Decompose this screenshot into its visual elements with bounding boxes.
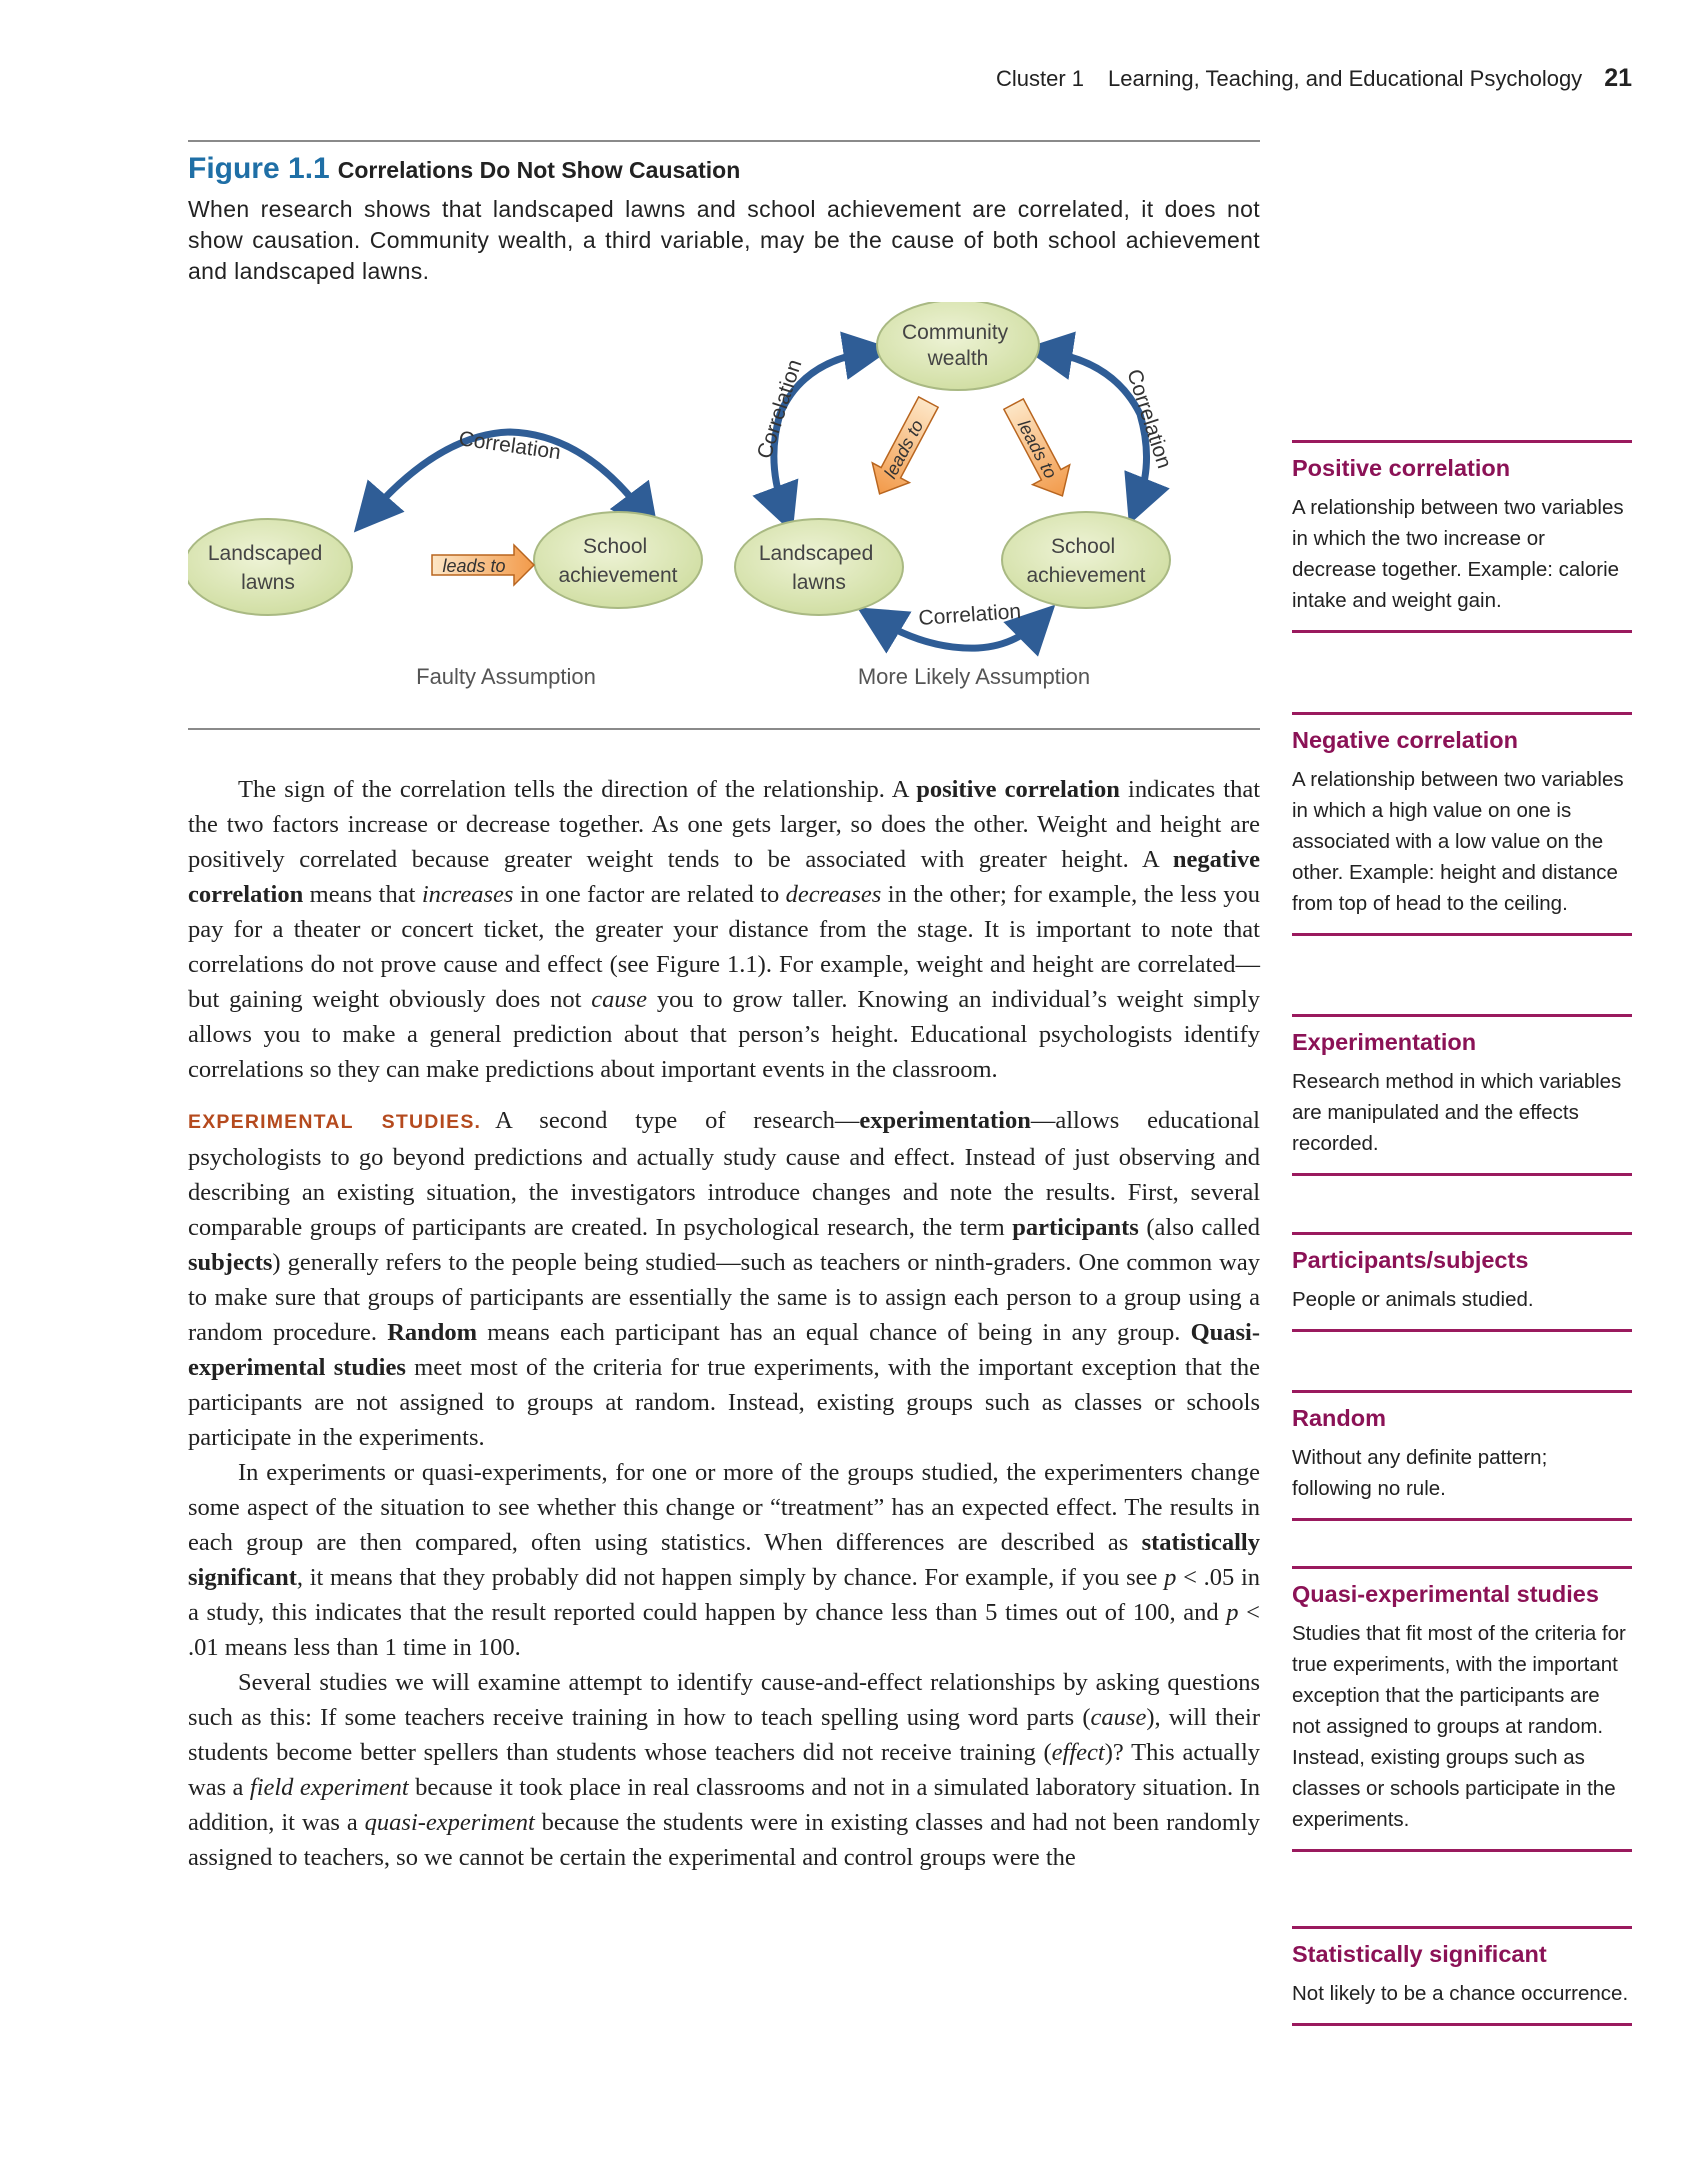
- faulty-assumption-caption: Faulty Assumption: [416, 664, 596, 689]
- text-run: in one factor are related to: [513, 881, 786, 908]
- node-line: School: [582, 535, 648, 558]
- glossary-positive-correlation: [1292, 440, 1632, 633]
- running-head: [996, 64, 1632, 93]
- node-line: wealth: [927, 347, 989, 370]
- text-run: —allows educational psychologists to go beyond predictions and actually study cause and effect. Instead of just observing and describing an existing situation, the investigators introduce changes and note the results. First, several comparable groups of participants are created. In psychological research, the term: [188, 1107, 1260, 1241]
- bold-term: statistically significant: [188, 1529, 1260, 1591]
- text-run: you to grow taller. Knowing an individual’s weight simply allows you to make a general prediction about that person’s height. Educational psychologists identify correlations so they can make predictions about important events in the classroom.: [188, 986, 1260, 1083]
- glossary-term: Quasi-experimental studies: [1292, 1581, 1599, 1607]
- node-line: Landscaped: [758, 542, 874, 565]
- italic-text: field experiment: [249, 1774, 409, 1801]
- glossary-term: Participants/subjects: [1292, 1247, 1529, 1273]
- glossary-participants-subjects: [1292, 1232, 1632, 1332]
- paragraph-experimental-studies: [188, 1103, 1260, 1455]
- glossary-definition: A relationship between two variables in which a high value on one is associated with a low value on the other. Example: height and distance from top of head to the ceiling.: [1292, 768, 1624, 915]
- glossary-random: [1292, 1390, 1632, 1521]
- chapter-title: Learning, Teaching, and Educational Psychology: [1108, 66, 1583, 91]
- bold-term: Random: [387, 1319, 478, 1346]
- glossary-term: Positive correlation: [1292, 455, 1511, 481]
- glossary-definition: A relationship between two variables in which the two increase or decrease together. Example: calorie intake and weight gain.: [1292, 496, 1624, 612]
- node-line: achievement: [558, 564, 678, 587]
- correlation-label-bottom: Correlation: [917, 599, 1022, 630]
- node-line: lawns: [792, 571, 846, 594]
- faulty-assumption-diagram: [188, 427, 702, 689]
- text-run: In experiments or quasi-experiments, for one or more of the groups studied, the experimenters change some aspect of the situation to see whether this change or “treatment” has an expected effect. The results in each group are then compared, often using statistics. When differences are described as: [188, 1459, 1260, 1556]
- page-number: 21: [1604, 64, 1632, 92]
- text-run: meet most of the criteria for true experiments, with the important exception that the participants are not assigned to groups at random. Instead, existing groups such as classes or schools participate in the experiments.: [188, 1354, 1260, 1451]
- figure-title: [188, 152, 740, 186]
- paragraph-experiments: [188, 1455, 1260, 1665]
- glossary-term: Negative correlation: [1292, 727, 1518, 753]
- glossary-definition: Studies that fit most of the criteria for true experiments, with the important exception that the participants are not assigned to groups at random. Instead, existing groups such as classes or schools participate in the experiments.: [1292, 1622, 1626, 1831]
- node-line: Community: [901, 321, 1009, 344]
- text-run: The sign of the correlation tells the direction of the relationship. A: [238, 776, 917, 803]
- text-run: < .05 in a study, this indicates that the result reported could happen by chance less than 5 times out of 100, and: [188, 1564, 1260, 1626]
- text-run: )? This actually was a: [188, 1739, 1260, 1801]
- glossary-negative-correlation: [1292, 712, 1632, 936]
- italic-text: p: [1226, 1599, 1239, 1626]
- text-run: < .01 means less than 1 time in 100.: [188, 1599, 1260, 1661]
- section-heading-inline: EXPERIMENTAL STUDIES.: [188, 1111, 482, 1133]
- body-text: [188, 772, 1260, 1875]
- glossary-term: Experimentation: [1292, 1029, 1477, 1055]
- correlation-diagram: [188, 302, 1260, 722]
- text-run: in the other; for example, the less you pay for a theater or concert ticket, the greater your distance from the stage. It is important to note that correlations do not prove cause and effect (see Figure 1.1). For example, weight and height are correlated—but gaining weight obviously does not: [188, 881, 1261, 1013]
- text-run: , it means that they probably did not happen simply by chance. For example, if you see: [296, 1564, 1165, 1591]
- text-run: means that: [303, 881, 422, 908]
- bold-term: negative correlation: [188, 846, 1260, 908]
- leads-to-label-diag-right: leads to: [1013, 416, 1061, 482]
- bold-term: positive correlation: [916, 776, 1120, 803]
- italic-text: decreases: [785, 881, 882, 908]
- glossary-term: Statistically significant: [1292, 1941, 1547, 1967]
- correlation-label-top-right: Correlation: [1122, 366, 1176, 472]
- figure: [188, 140, 1260, 730]
- italic-text: effect: [1051, 1739, 1105, 1766]
- italic-text: increases: [421, 881, 514, 908]
- node-community-wealth: [877, 302, 1039, 390]
- text-run: ), will their students become better spellers than students whose teachers did not receive training (: [188, 1704, 1260, 1766]
- node-school-achievement: [534, 512, 702, 608]
- paragraph-experimental-text: [188, 1107, 1260, 1451]
- bold-term: Quasi-experimental studies: [188, 1319, 1260, 1381]
- likely-assumption-caption: More Likely Assumption: [857, 664, 1091, 689]
- text-run: (also called: [1138, 1214, 1260, 1241]
- text-run: because the students were in existing classes and had not been randomly assigned to teachers, so we cannot be certain the experimental and control groups were the: [188, 1809, 1260, 1871]
- likely-assumption-diagram: [735, 302, 1176, 689]
- glossary-quasi-experimental-studies: [1292, 1566, 1632, 1852]
- leads-to-label-left: leads to: [442, 556, 506, 576]
- text-run: means each participant has an equal chance of being in any group.: [477, 1319, 1191, 1346]
- node-school-achievement-2: [1002, 512, 1170, 608]
- node-line: Landscaped: [207, 542, 323, 565]
- text-run: Several studies we will examine attempt to identify cause-and-effect relationships by asking questions such as this: If some teachers receive training in how to teach spelling using word parts (: [188, 1669, 1260, 1731]
- figure-heading: Correlations Do Not Show Causation: [337, 157, 741, 183]
- paragraph-field-experiment: [188, 1665, 1260, 1875]
- node-line: achievement: [1026, 564, 1146, 587]
- node-landscaped-lawns-2: [735, 519, 903, 615]
- text-run: A second type of research—: [495, 1107, 860, 1134]
- correlation-label-top-left: Correlation: [752, 356, 807, 462]
- italic-text: p: [1164, 1564, 1177, 1591]
- text-run: because it took place in real classrooms and not in a simulated laboratory situation. In addition, it was a: [188, 1774, 1261, 1836]
- glossary-definition: Research method in which variables are manipulated and the effects recorded.: [1292, 1070, 1622, 1155]
- node-line: lawns: [241, 571, 295, 594]
- glossary-definition: Without any definite pattern; following no rule.: [1292, 1446, 1548, 1500]
- glossary-definition: People or animals studied.: [1292, 1288, 1534, 1311]
- cluster-label: Cluster 1: [995, 66, 1085, 91]
- bold-term: participants: [1012, 1214, 1139, 1241]
- figure-caption: When research shows that landscaped lawns and school achievement are correlated, it does not show causation. Community wealth, a third variable, may be the cause of both school achievement and landscaped lawns.: [188, 196, 1260, 284]
- glossary-term: Random: [1292, 1405, 1386, 1431]
- italic-text: quasi-experiment: [364, 1809, 535, 1836]
- bold-term: subjects: [188, 1249, 273, 1276]
- node-landscaped-lawns: [188, 519, 352, 615]
- text-run: ) generally refers to the people being studied—such as teachers or ninth-graders. One common way to make sure that groups of participants are essentially the same is to assign each person to a group using a random procedure.: [188, 1249, 1260, 1346]
- figure-number: Figure 1.1: [188, 152, 330, 185]
- correlation-arc-label: Correlation: [457, 427, 563, 465]
- glossary-statistically-significant: [1292, 1926, 1632, 2026]
- glossary-experimentation: [1292, 1014, 1632, 1176]
- italic-text: cause: [591, 986, 648, 1013]
- node-line: School: [1050, 535, 1116, 558]
- italic-text: cause: [1090, 1704, 1147, 1731]
- bold-term: experimentation: [859, 1107, 1031, 1134]
- leads-to-label-diag-left: leads to: [880, 416, 928, 482]
- paragraph-correlation: [188, 772, 1260, 1087]
- glossary-definition: Not likely to be a chance occurrence.: [1292, 1982, 1629, 2005]
- text-run: indicates that the two factors increase or decrease together. As one gets larger, so does the other. Weight and height are positively correlated because greater weight tends to be associated with greater height. A: [188, 776, 1260, 873]
